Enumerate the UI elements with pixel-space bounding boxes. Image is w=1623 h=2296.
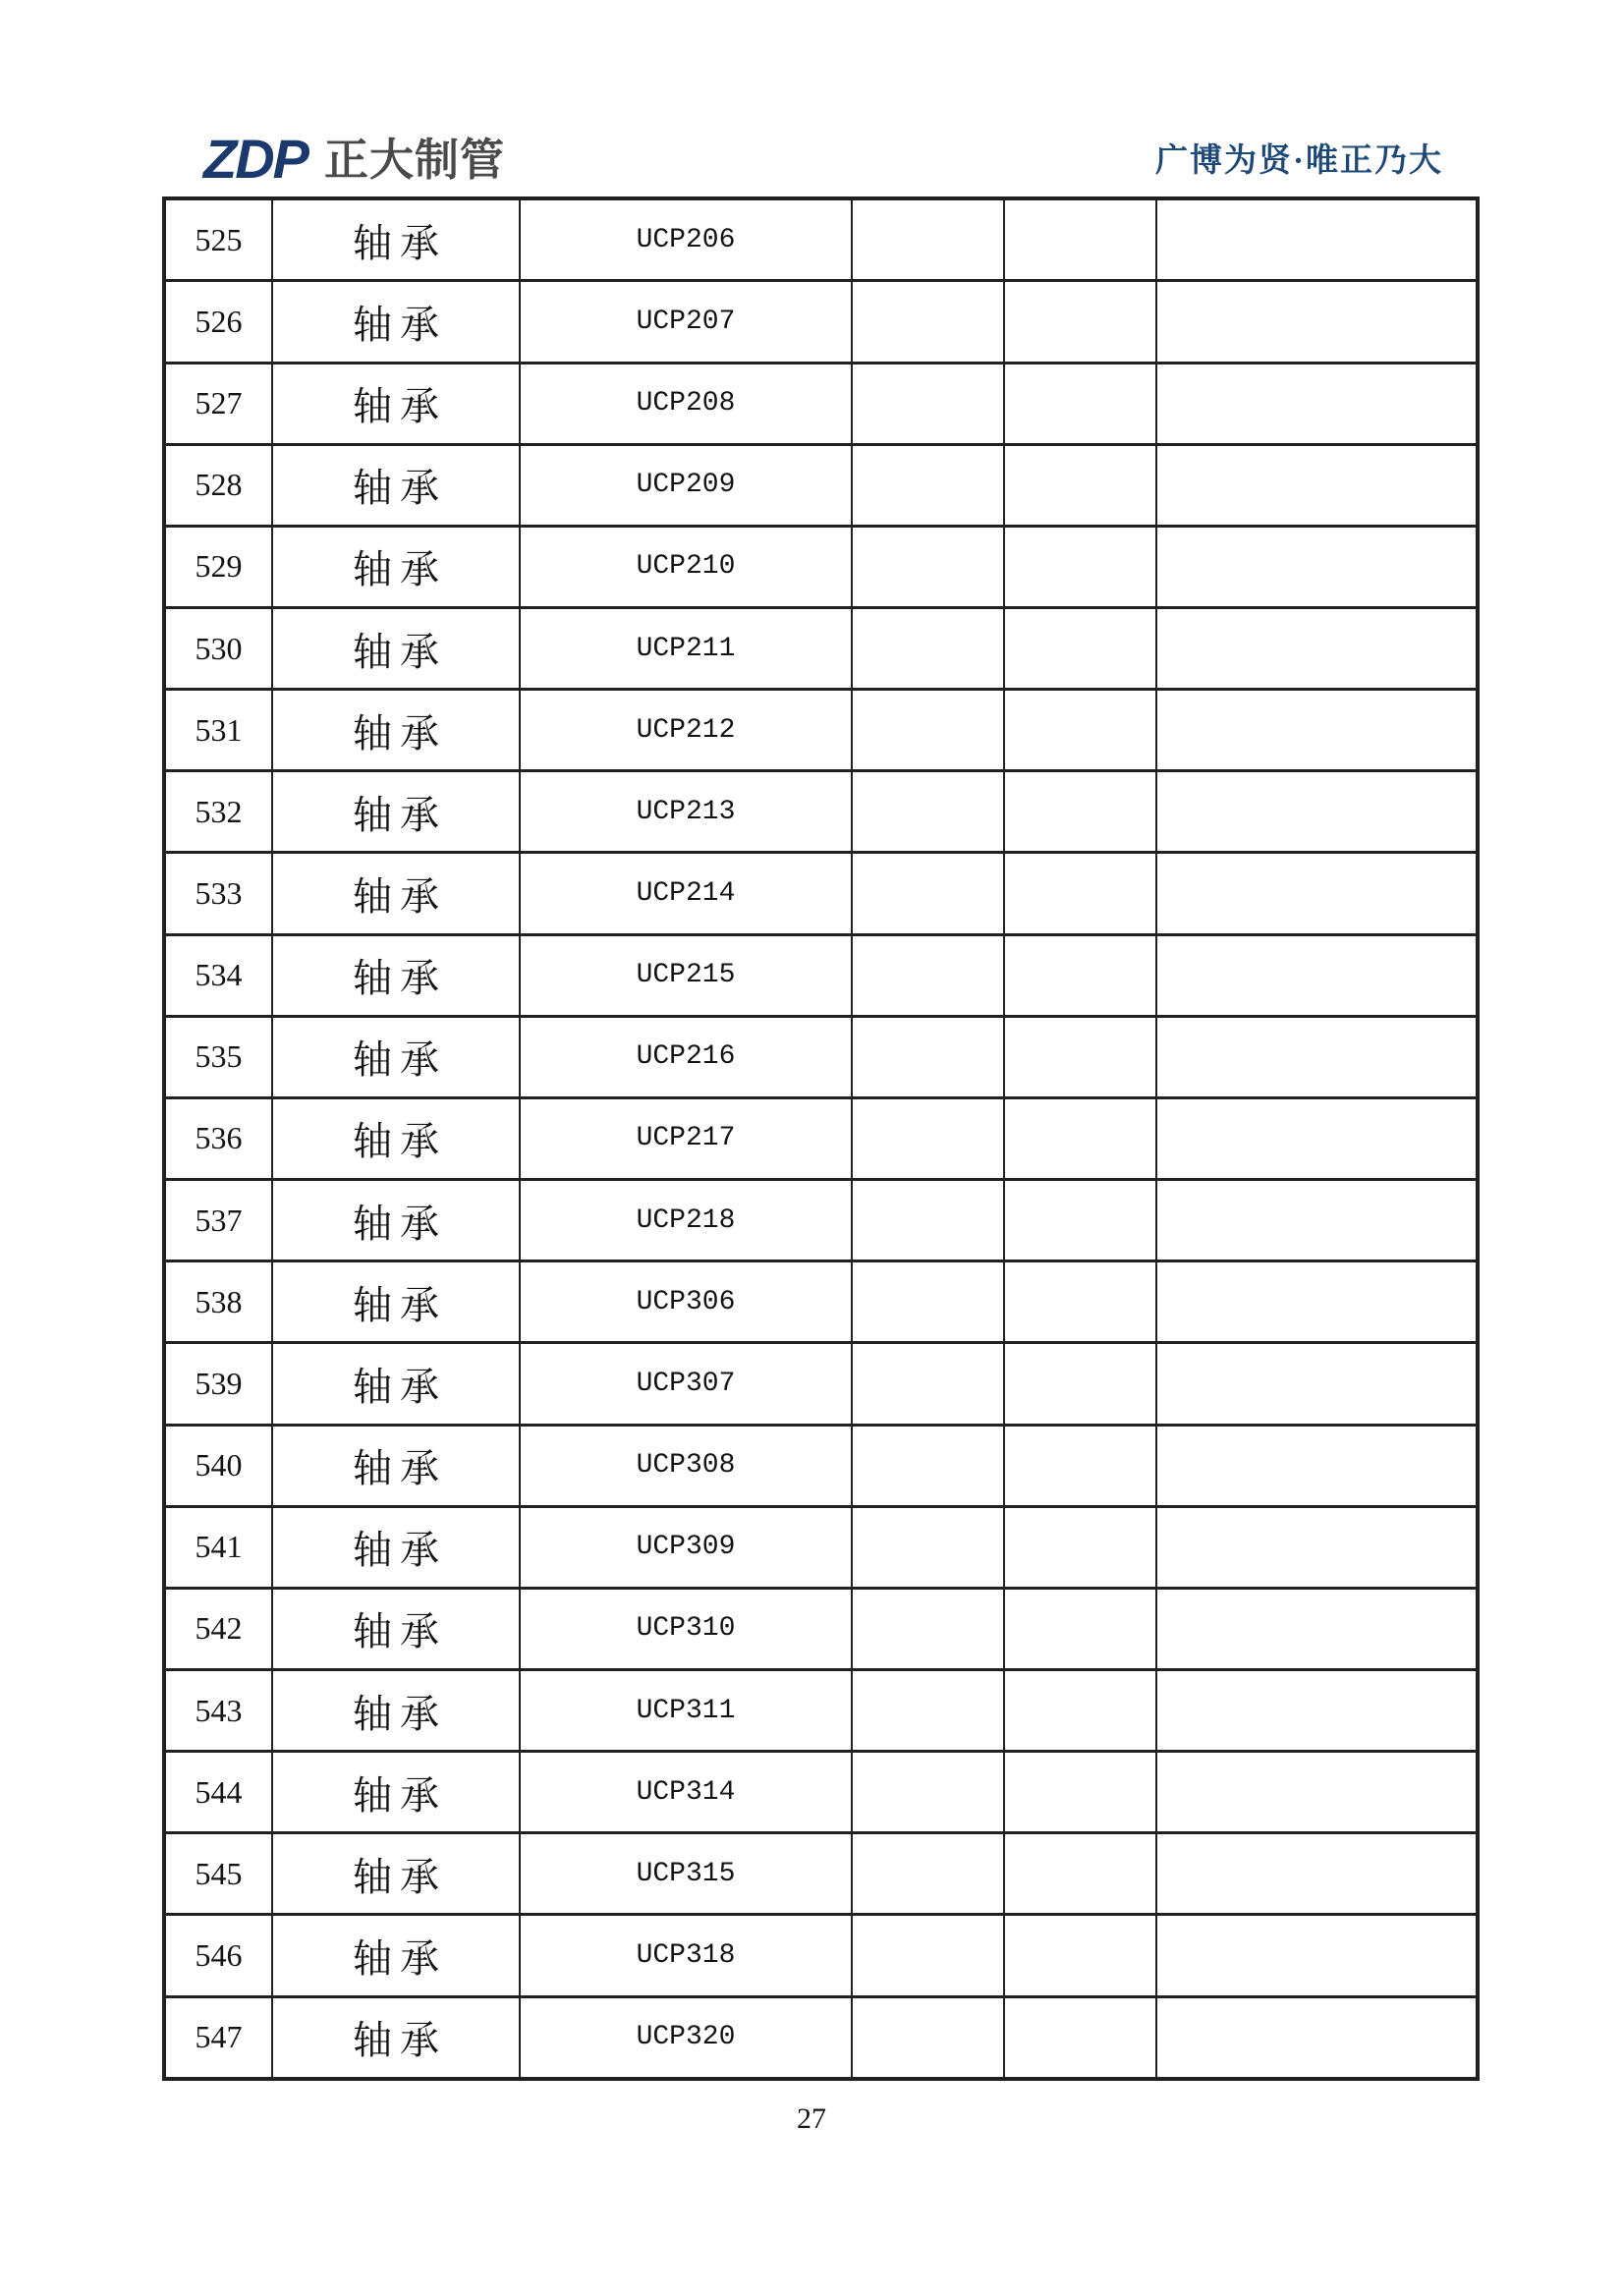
item-name-cell: 轴承 xyxy=(272,853,520,934)
model-cell: UCP208 xyxy=(520,363,852,444)
empty-cell-2 xyxy=(1004,198,1156,281)
model-cell: UCP315 xyxy=(520,1833,852,1915)
model-cell: UCP314 xyxy=(520,1752,852,1833)
empty-cell-3 xyxy=(1156,1343,1478,1425)
item-name-cell: 轴承 xyxy=(272,526,520,607)
model-cell: UCP207 xyxy=(520,281,852,363)
item-name-cell: 轴承 xyxy=(272,607,520,689)
empty-cell-1 xyxy=(852,526,1004,607)
empty-cell-2 xyxy=(1004,690,1156,771)
empty-cell-2 xyxy=(1004,1670,1156,1752)
model-cell: UCP209 xyxy=(520,444,852,526)
table-row xyxy=(164,1425,1478,1506)
model-cell: UCP318 xyxy=(520,1915,852,1996)
table-row xyxy=(164,526,1478,607)
item-name-cell: 轴承 xyxy=(272,1506,520,1588)
empty-cell-3 xyxy=(1156,1670,1478,1752)
model-cell: UCP218 xyxy=(520,1180,852,1261)
item-name-cell: 轴承 xyxy=(272,1097,520,1179)
row-index-cell: 547 xyxy=(164,1996,272,2079)
model-cell: UCP307 xyxy=(520,1343,852,1425)
item-name-cell: 轴承 xyxy=(272,281,520,363)
empty-cell-2 xyxy=(1004,1343,1156,1425)
table-row xyxy=(164,1016,1478,1097)
empty-cell-2 xyxy=(1004,1097,1156,1179)
empty-cell-1 xyxy=(852,1097,1004,1179)
empty-cell-3 xyxy=(1156,444,1478,526)
table-row xyxy=(164,1506,1478,1588)
item-name-cell: 轴承 xyxy=(272,1343,520,1425)
empty-cell-2 xyxy=(1004,1016,1156,1097)
company-logo xyxy=(203,128,506,190)
empty-cell-3 xyxy=(1156,1180,1478,1261)
row-index-cell: 537 xyxy=(164,1180,272,1261)
empty-cell-3 xyxy=(1156,1915,1478,1996)
model-cell: UCP217 xyxy=(520,1097,852,1179)
row-index-cell: 532 xyxy=(164,771,272,853)
empty-cell-3 xyxy=(1156,1752,1478,1833)
table-row xyxy=(164,690,1478,771)
empty-cell-2 xyxy=(1004,1915,1156,1996)
empty-cell-1 xyxy=(852,198,1004,281)
empty-cell-1 xyxy=(852,1343,1004,1425)
empty-cell-1 xyxy=(852,1016,1004,1097)
empty-cell-2 xyxy=(1004,607,1156,689)
empty-cell-3 xyxy=(1156,1588,1478,1669)
row-index-cell: 542 xyxy=(164,1588,272,1669)
table-row xyxy=(164,1833,1478,1915)
empty-cell-1 xyxy=(852,771,1004,853)
empty-cell-3 xyxy=(1156,1833,1478,1915)
row-index-cell: 541 xyxy=(164,1506,272,1588)
empty-cell-1 xyxy=(852,1506,1004,1588)
item-name-cell: 轴承 xyxy=(272,1996,520,2079)
empty-cell-3 xyxy=(1156,934,1478,1016)
empty-cell-3 xyxy=(1156,198,1478,281)
table-row xyxy=(164,771,1478,853)
empty-cell-1 xyxy=(852,444,1004,526)
row-index-cell: 529 xyxy=(164,526,272,607)
table-row xyxy=(164,444,1478,526)
empty-cell-1 xyxy=(852,363,1004,444)
model-cell: UCP310 xyxy=(520,1588,852,1669)
empty-cell-1 xyxy=(852,607,1004,689)
empty-cell-2 xyxy=(1004,771,1156,853)
item-name-cell: 轴承 xyxy=(272,934,520,1016)
row-index-cell: 526 xyxy=(164,281,272,363)
empty-cell-3 xyxy=(1156,526,1478,607)
row-index-cell: 545 xyxy=(164,1833,272,1915)
empty-cell-3 xyxy=(1156,771,1478,853)
empty-cell-1 xyxy=(852,690,1004,771)
model-cell: UCP215 xyxy=(520,934,852,1016)
row-index-cell: 544 xyxy=(164,1752,272,1833)
item-name-cell: 轴承 xyxy=(272,444,520,526)
row-index-cell: 534 xyxy=(164,934,272,1016)
table-row xyxy=(164,1670,1478,1752)
model-cell: UCP306 xyxy=(520,1261,852,1343)
item-name-cell: 轴承 xyxy=(272,1915,520,1996)
empty-cell-2 xyxy=(1004,1180,1156,1261)
empty-cell-1 xyxy=(852,853,1004,934)
empty-cell-2 xyxy=(1004,363,1156,444)
empty-cell-2 xyxy=(1004,853,1156,934)
empty-cell-2 xyxy=(1004,1261,1156,1343)
table-row xyxy=(164,281,1478,363)
item-name-cell: 轴承 xyxy=(272,1670,520,1752)
row-index-cell: 546 xyxy=(164,1915,272,1996)
empty-cell-3 xyxy=(1156,1996,1478,2079)
table-row xyxy=(164,198,1478,281)
empty-cell-1 xyxy=(852,1996,1004,2079)
empty-cell-2 xyxy=(1004,1588,1156,1669)
empty-cell-2 xyxy=(1004,281,1156,363)
empty-cell-1 xyxy=(852,281,1004,363)
model-cell: UCP309 xyxy=(520,1506,852,1588)
row-index-cell: 540 xyxy=(164,1425,272,1506)
table-row xyxy=(164,853,1478,934)
empty-cell-2 xyxy=(1004,934,1156,1016)
row-index-cell: 538 xyxy=(164,1261,272,1343)
empty-cell-3 xyxy=(1156,1425,1478,1506)
empty-cell-1 xyxy=(852,1588,1004,1669)
item-name-cell: 轴承 xyxy=(272,1016,520,1097)
empty-cell-3 xyxy=(1156,1016,1478,1097)
empty-cell-3 xyxy=(1156,607,1478,689)
model-cell: UCP311 xyxy=(520,1670,852,1752)
row-index-cell: 539 xyxy=(164,1343,272,1425)
item-name-cell: 轴承 xyxy=(272,1833,520,1915)
item-name-cell: 轴承 xyxy=(272,1180,520,1261)
item-name-cell: 轴承 xyxy=(272,363,520,444)
empty-cell-3 xyxy=(1156,281,1478,363)
page-number: 27 xyxy=(797,2102,826,2135)
table-row xyxy=(164,363,1478,444)
row-index-cell: 527 xyxy=(164,363,272,444)
model-cell: UCP308 xyxy=(520,1425,852,1506)
model-cell: UCP216 xyxy=(520,1016,852,1097)
empty-cell-1 xyxy=(852,1915,1004,1996)
item-name-cell: 轴承 xyxy=(272,1261,520,1343)
empty-cell-1 xyxy=(852,1833,1004,1915)
empty-cell-1 xyxy=(852,934,1004,1016)
empty-cell-2 xyxy=(1004,1506,1156,1588)
item-name-cell: 轴承 xyxy=(272,1752,520,1833)
item-name-cell: 轴承 xyxy=(272,1588,520,1669)
logo-company-name: 正大制管 xyxy=(324,134,506,185)
model-cell: UCP214 xyxy=(520,853,852,934)
table-row xyxy=(164,1180,1478,1261)
row-index-cell: 536 xyxy=(164,1097,272,1179)
empty-cell-1 xyxy=(852,1261,1004,1343)
table-row xyxy=(164,1343,1478,1425)
table-row xyxy=(164,1097,1478,1179)
empty-cell-3 xyxy=(1156,853,1478,934)
model-cell: UCP320 xyxy=(520,1996,852,2079)
model-cell: UCP211 xyxy=(520,607,852,689)
table-row xyxy=(164,1752,1478,1833)
empty-cell-1 xyxy=(852,1670,1004,1752)
empty-cell-1 xyxy=(852,1180,1004,1261)
empty-cell-1 xyxy=(852,1425,1004,1506)
row-index-cell: 535 xyxy=(164,1016,272,1097)
item-name-cell: 轴承 xyxy=(272,1425,520,1506)
parts-table-body xyxy=(164,198,1478,2079)
model-cell: UCP212 xyxy=(520,690,852,771)
parts-table xyxy=(162,196,1480,2081)
company-slogan: 广博为贤·唯正乃大 xyxy=(1154,143,1443,179)
empty-cell-3 xyxy=(1156,1506,1478,1588)
table-row xyxy=(164,1261,1478,1343)
logo-zdp-mark: ZDP xyxy=(203,128,308,190)
row-index-cell: 543 xyxy=(164,1670,272,1752)
model-cell: UCP213 xyxy=(520,771,852,853)
empty-cell-3 xyxy=(1156,690,1478,771)
item-name-cell: 轴承 xyxy=(272,771,520,853)
model-cell: UCP206 xyxy=(520,198,852,281)
empty-cell-3 xyxy=(1156,363,1478,444)
row-index-cell: 533 xyxy=(164,853,272,934)
empty-cell-2 xyxy=(1004,1752,1156,1833)
table-row xyxy=(164,1915,1478,1996)
row-index-cell: 528 xyxy=(164,444,272,526)
table-row xyxy=(164,934,1478,1016)
table-row xyxy=(164,607,1478,689)
empty-cell-1 xyxy=(852,1752,1004,1833)
empty-cell-2 xyxy=(1004,1833,1156,1915)
model-cell: UCP210 xyxy=(520,526,852,607)
empty-cell-3 xyxy=(1156,1097,1478,1179)
empty-cell-2 xyxy=(1004,1996,1156,2079)
table-row xyxy=(164,1996,1478,2079)
table-row xyxy=(164,1588,1478,1669)
row-index-cell: 531 xyxy=(164,690,272,771)
empty-cell-3 xyxy=(1156,1261,1478,1343)
item-name-cell: 轴承 xyxy=(272,690,520,771)
row-index-cell: 530 xyxy=(164,607,272,689)
empty-cell-2 xyxy=(1004,1425,1156,1506)
row-index-cell: 525 xyxy=(164,198,272,281)
empty-cell-2 xyxy=(1004,526,1156,607)
item-name-cell: 轴承 xyxy=(272,198,520,281)
empty-cell-2 xyxy=(1004,444,1156,526)
